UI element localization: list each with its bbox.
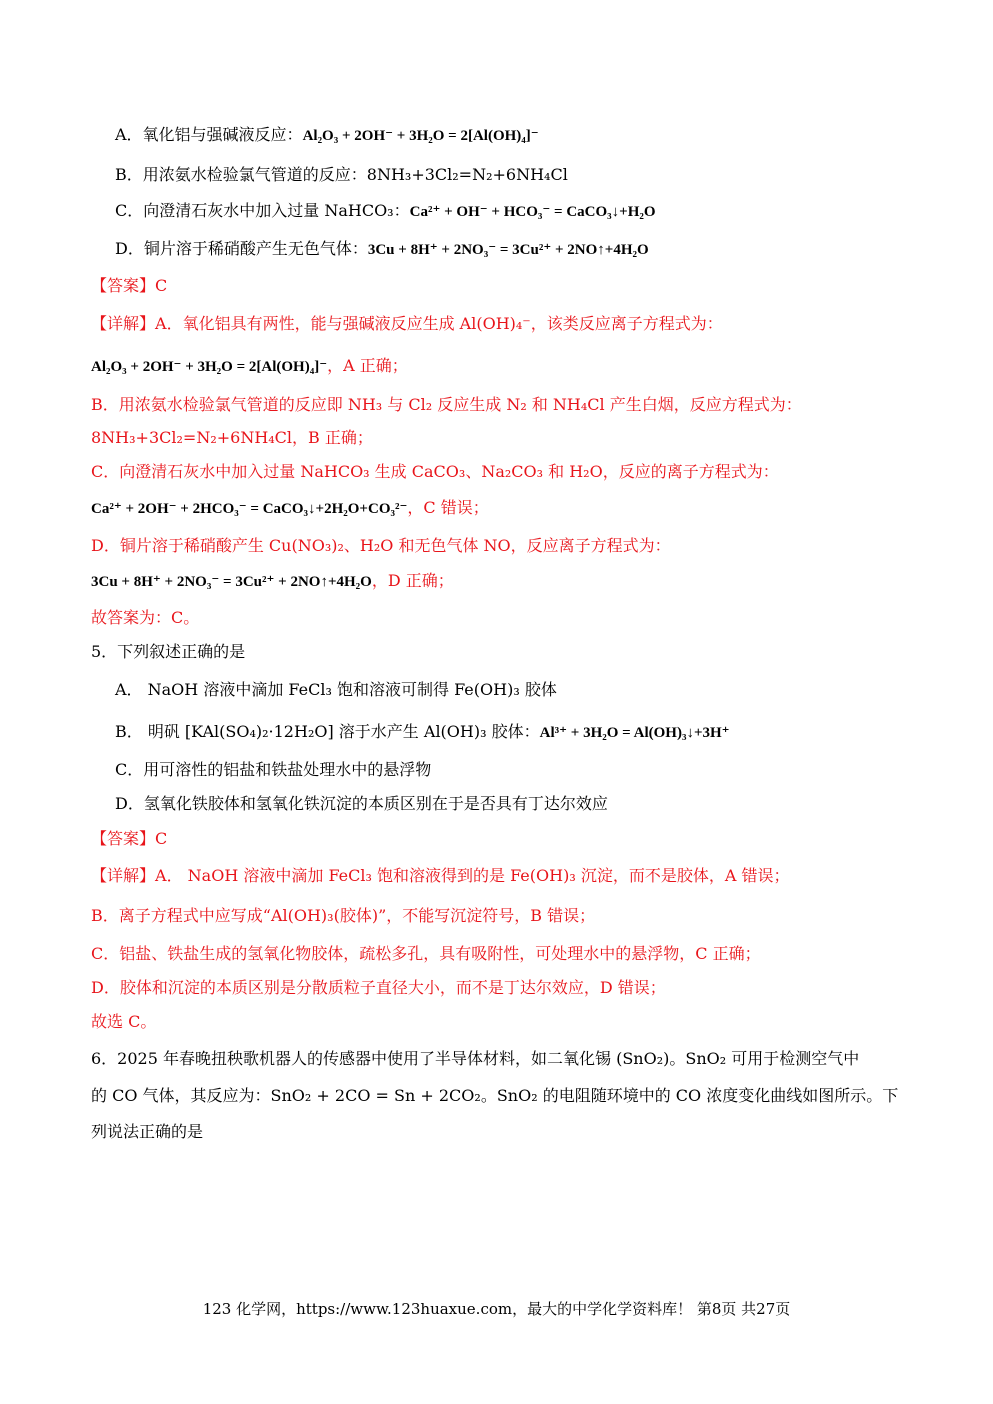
q4-detail-tag: 【详解】 — [91, 314, 156, 333]
q5-option-b-equation: Al³⁺ + 3H₂O = Al(OH)₃↓+3H⁺ — [539, 725, 730, 741]
q4-option-a-equation: Al₂O₃ + 2OH⁻ + 3H₂O = 2[Al(OH)₄]⁻ — [302, 128, 539, 144]
page-footer: 123 化学网，https://www.123huaxue.com，最大的中学化学资料库！ 第8页 共27页 — [202, 1300, 791, 1318]
q4-option-b — [115, 164, 568, 186]
q4-option-d — [115, 238, 649, 261]
q5-answer-value: C — [155, 829, 168, 848]
q4-detail-d2 — [91, 570, 454, 593]
q4-detail-c2 — [91, 497, 489, 520]
q5-detail-a-text: A． NaOH 溶液中滴加 FeCl₃ 饱和溶液得到的是 Fe(OH)₃ 沉淀，而不是胶体，A 错误； — [155, 866, 790, 885]
q5-option-b — [115, 721, 730, 744]
q4-option-a — [115, 124, 539, 147]
q4-option-d-equation: 3Cu + 8H⁺ + 2NO₃⁻ = 3Cu²⁺ + 2NO↑+4H₂O — [367, 242, 649, 258]
q5-detail-d: D．胶体和沉淀的本质区别是分散质粒子直径大小，而不是丁达尔效应，D 错误； — [91, 978, 666, 997]
q4-option-a-label: A．氧化铝与强碱液反应： — [115, 125, 303, 144]
q4-answer-tag: 【答案】 — [91, 276, 156, 295]
q4-detail-d1: D．铜片溶于稀硝酸产生 Cu(NO₃)₂、H₂O 和无色气体 NO，反应离子方程式为： — [91, 536, 671, 555]
q4-detail-a2-tail: ，A 正确； — [327, 356, 408, 375]
q4-detail-b1: B．用浓氨水检验氯气管道的反应即 NH₃ 与 Cl₂ 反应生成 N₂ 和 NH₄Cl 产生白烟，反应方程式为： — [91, 395, 802, 414]
q6-stem-line2: 的 CO 气体，其反应为：SnO₂ + 2CO = Sn + 2CO₂。SnO₂ 的电阻随环境中的 CO 浓度变化曲线如图所示。下 — [91, 1086, 899, 1105]
q4-conclusion: 故答案为：C。 — [91, 608, 200, 627]
q5-option-a: A． NaOH 溶液中滴加 FeCl₃ 饱和溶液可制得 Fe(OH)₃ 胶体 — [115, 680, 557, 699]
q5-answer-tag: 【答案】 — [91, 829, 156, 848]
q4-option-d-label: D．铜片溶于稀硝酸产生无色气体： — [115, 239, 368, 258]
q4-answer-value: C — [155, 276, 168, 295]
q4-option-b-label: B．用浓氨水检验氯气管道的反应： — [115, 165, 367, 184]
q4-detail-a1 — [91, 313, 723, 335]
q4-option-c-equation: Ca²⁺ + OH⁻ + HCO₃⁻ = CaCO₃↓+H₂O — [409, 204, 656, 220]
q5-detail-c: C．铝盐、铁盐生成的氢氧化物胶体，疏松多孔，具有吸附性，可处理水中的悬浮物，C 正确； — [91, 944, 761, 963]
q4-detail-c1: C．向澄清石灰水中加入过量 NaHCO₃ 生成 CaCO₃、Na₂CO₃ 和 H₂O，反应的离子方程式为： — [91, 462, 779, 481]
q4-detail-d2-tail: ，D 正确； — [371, 571, 454, 590]
q6-stem-line3: 列说法正确的是 — [91, 1122, 204, 1141]
q4-detail-a2 — [91, 355, 408, 378]
q4-detail-b2: 8NH₃+3Cl₂=N₂+6NH₄Cl，B 正确； — [91, 428, 373, 447]
q4-detail-c2-equation: Ca²⁺ + 2OH⁻ + 2HCO₃⁻ = CaCO₃↓+2H₂O+CO₃²⁻ — [91, 501, 408, 517]
q5-option-d: D．氢氧化铁胶体和氢氧化铁沉淀的本质区别在于是否具有丁达尔效应 — [115, 794, 608, 813]
q5-option-c: C．用可溶性的铝盐和铁盐处理水中的悬浮物 — [115, 760, 432, 779]
q4-option-c — [115, 200, 656, 223]
q4-option-c-label: C．向澄清石灰水中加入过量 NaHCO₃： — [115, 201, 410, 220]
q5-answer — [91, 828, 167, 850]
q6-stem-line1: 6．2025 年春晚扭秧歌机器人的传感器中使用了半导体材料，如二氧化锡 (SnO₂)。SnO₂ 可用于检测空气中 — [91, 1049, 860, 1068]
q5-detail-a — [91, 865, 789, 887]
q4-option-b-equation: 8NH₃+3Cl₂=N₂+6NH₄Cl — [366, 165, 568, 184]
q4-detail-a2-equation: Al₂O₃ + 2OH⁻ + 3H₂O = 2[Al(OH)₄]⁻ — [91, 359, 328, 375]
q5-detail-tag: 【详解】 — [91, 866, 156, 885]
q5-stem: 5．下列叙述正确的是 — [91, 642, 246, 661]
q4-detail-c2-tail: ，C 错误； — [407, 498, 489, 517]
q5-conclusion: 故选 C。 — [91, 1012, 157, 1031]
q4-detail-a1-text: A．氧化铝具有两性，能与强碱液反应生成 Al(OH)₄⁻，该类反应离子方程式为： — [155, 314, 723, 333]
q5-option-b-label: B． 明矾 [KAl(SO₄)₂·12H₂O] 溶于水产生 Al(OH)₃ 胶体： — [115, 722, 540, 741]
q5-detail-b: B．离子方程式中应写成“Al(OH)₃(胶体)”，不能写沉淀符号，B 错误； — [91, 906, 596, 925]
q4-detail-d2-equation: 3Cu + 8H⁺ + 2NO₃⁻ = 3Cu²⁺ + 2NO↑+4H₂O — [91, 574, 372, 590]
q4-answer — [91, 275, 167, 297]
